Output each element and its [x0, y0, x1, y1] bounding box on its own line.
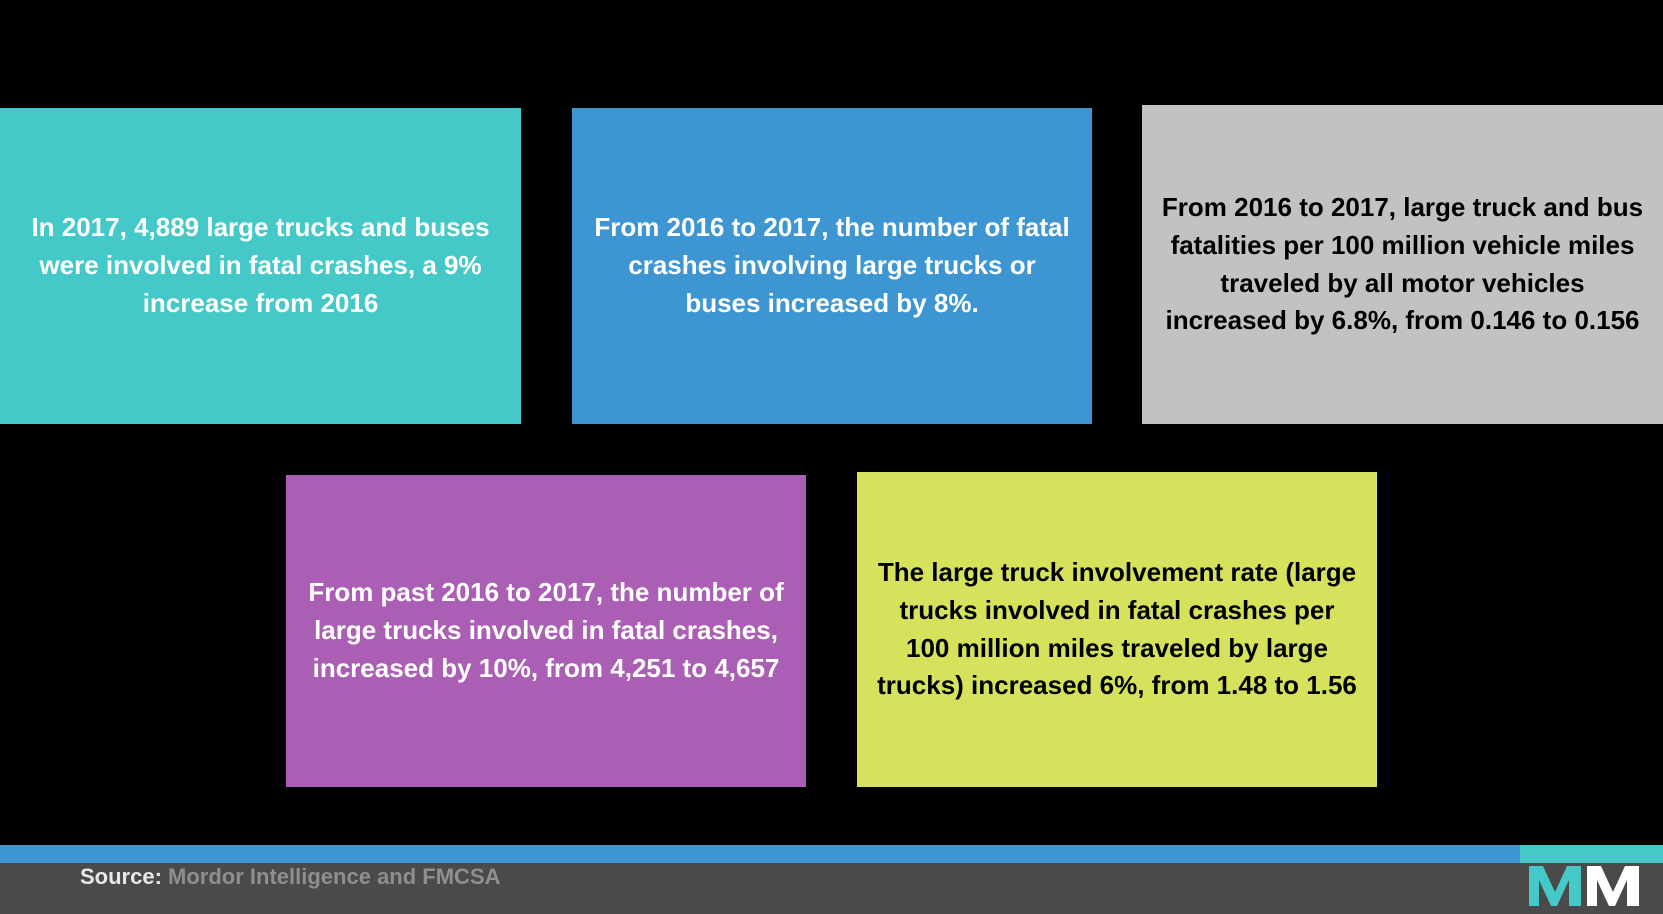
- mordor-intelligence-logo-icon: [1525, 862, 1645, 910]
- stat-card-3-text: From 2016 to 2017, large truck and bus fatalities per 100 million vehicle miles traveled by all motor vehicles increased by 6.8%, from 0.146 to 0.156: [1161, 192, 1644, 336]
- stat-card-2-text: From 2016 to 2017, the number of fatal crashes involving large trucks or buses increased by 8%.: [594, 212, 1070, 318]
- source-value: Mordor Intelligence and FMCSA: [168, 864, 501, 889]
- stat-card-1-text: In 2017, 4,889 large trucks and buses were involved in fatal crashes, a 9% increase from 2016: [31, 212, 490, 318]
- source-label: Source:: [80, 864, 162, 889]
- stat-card-3: [1142, 105, 1663, 424]
- stat-card-1: [0, 108, 521, 424]
- stat-card-2: [572, 108, 1092, 424]
- footer-accent-bar: [0, 845, 1663, 863]
- stat-card-5-text: The large truck involvement rate (large trucks involved in fatal crashes per 100 million miles traveled by large trucks) increased 6%, from 1.48 to 1.56: [877, 557, 1357, 701]
- footer-accent-block: [1520, 845, 1663, 863]
- stat-card-5: [857, 472, 1377, 787]
- stat-card-4: [286, 475, 806, 787]
- source-credit: [80, 864, 501, 890]
- stat-card-4-text: From past 2016 to 2017, the number of large trucks involved in fatal crashes, increased by 10%, from 4,251 to 4,657: [308, 577, 784, 683]
